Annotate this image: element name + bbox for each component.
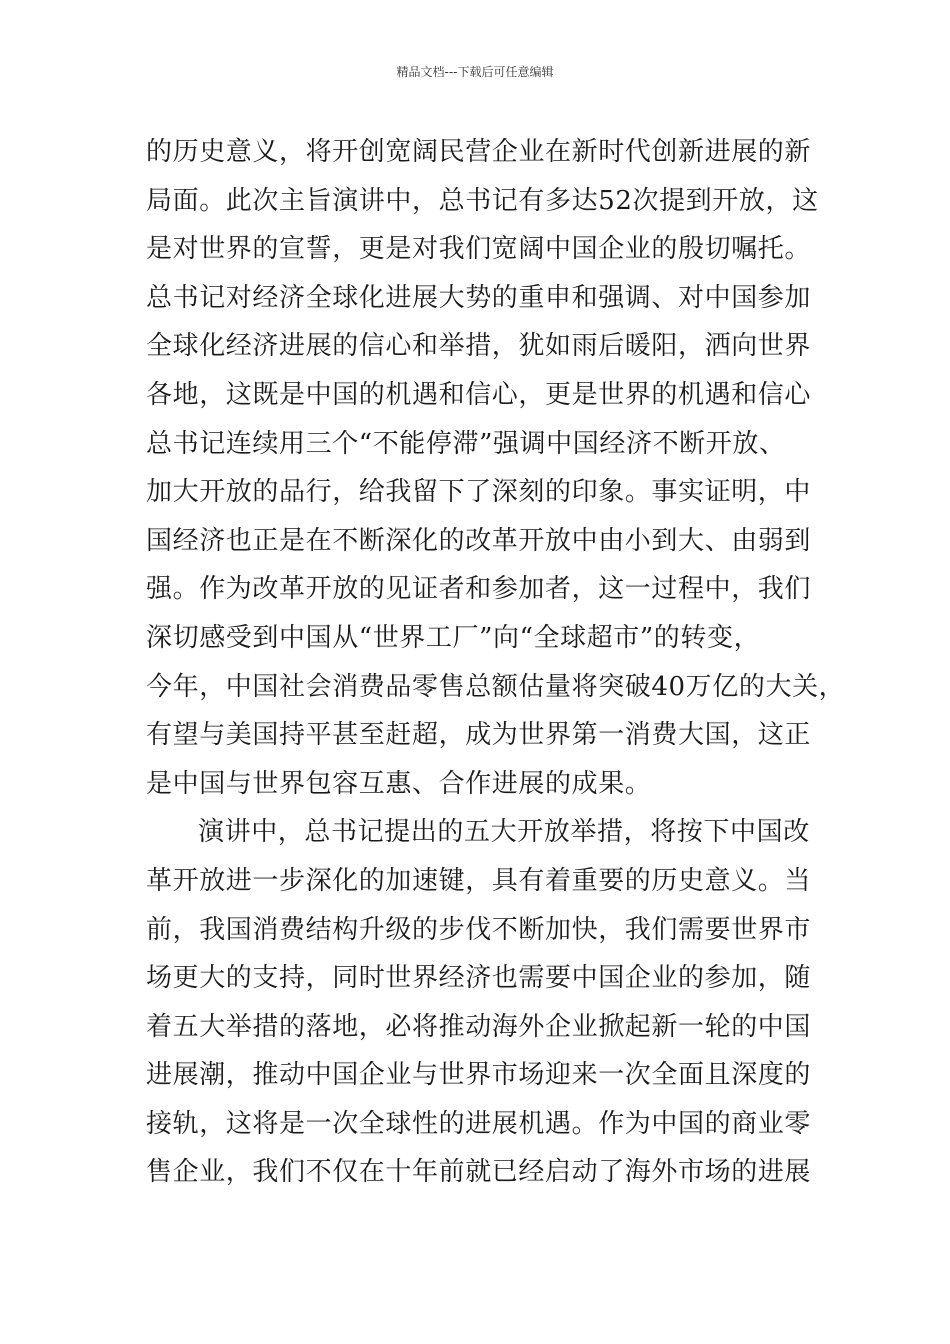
text-line: 是中国与世界包容互惠、合作进展的成果。 [146,768,652,799]
text-line: 全球化经济进展的信心和举措，犹如雨后暖阳，洒向世界 [146,331,812,362]
text-line: 着五大举措的落地，必将推动海外企业掀起新一轮的中国 [146,1011,812,1042]
text-line: 是对世界的宣誓，更是对我们宽阔中国企业的殷切嘱托。 [146,234,812,265]
text-line: 有望与美国持平甚至赶超，成为世界第一消费大国，这正 [146,720,812,751]
text-line: 接轨，这将是一次全球性的进展机遇。作为中国的商业零 [146,1108,812,1139]
paragraph-first-line: 演讲中，总书记提出的五大开放举措，将按下中国改 [198,817,810,848]
text-line: 的历史意义，将开创宽阔民营企业在新时代创新进展的新 [146,137,812,167]
text-line: 深切感受到中国从“世界工厂”向“全球超市”的转变， [146,622,761,653]
text-line: 售企业，我们不仅在十年前就已经启动了海外市场的进展 [146,1157,812,1188]
text-line: 总书记连续用三个“不能停滞”强调中国经济不断开放、 [146,428,786,459]
text-line: 强。作为改革开放的见证者和参加者，这一过程中，我们 [146,574,812,605]
text-line: 今年，中国社会消费品零售总额估量将突破40万亿的大关， [146,671,846,702]
text-line: 前，我国消费结构升级的步伐不断加快，我们需要世界市 [146,914,812,945]
text-line: 局面。此次主旨演讲中，总书记有多达52次提到开放，这 [146,185,819,216]
text-line: 革开放进一步深化的加速键，具有着重要的历史意义。当 [146,865,812,896]
text-line: 场更大的支持，同时世界经济也需要中国企业的参加，随 [146,963,812,994]
text-line: 国经济也正是在不断深化的改革开放中由小到大、由弱到 [146,525,812,556]
text-line: 加大开放的品行，给我留下了深刻的印象。事实证明，中 [146,477,812,508]
document-body [146,128,846,1197]
text-line: 总书记对经济全球化进展大势的重申和强调、对中国参加 [146,282,812,313]
text-line: 进展潮，推动中国企业与世界市场迎来一次全面且深度的 [146,1060,812,1091]
text-line: 各地，这既是中国的机遇和信心，更是世界的机遇和信心 [146,379,812,410]
page-header: 精品文档---下载后可任意编辑 [396,65,554,79]
